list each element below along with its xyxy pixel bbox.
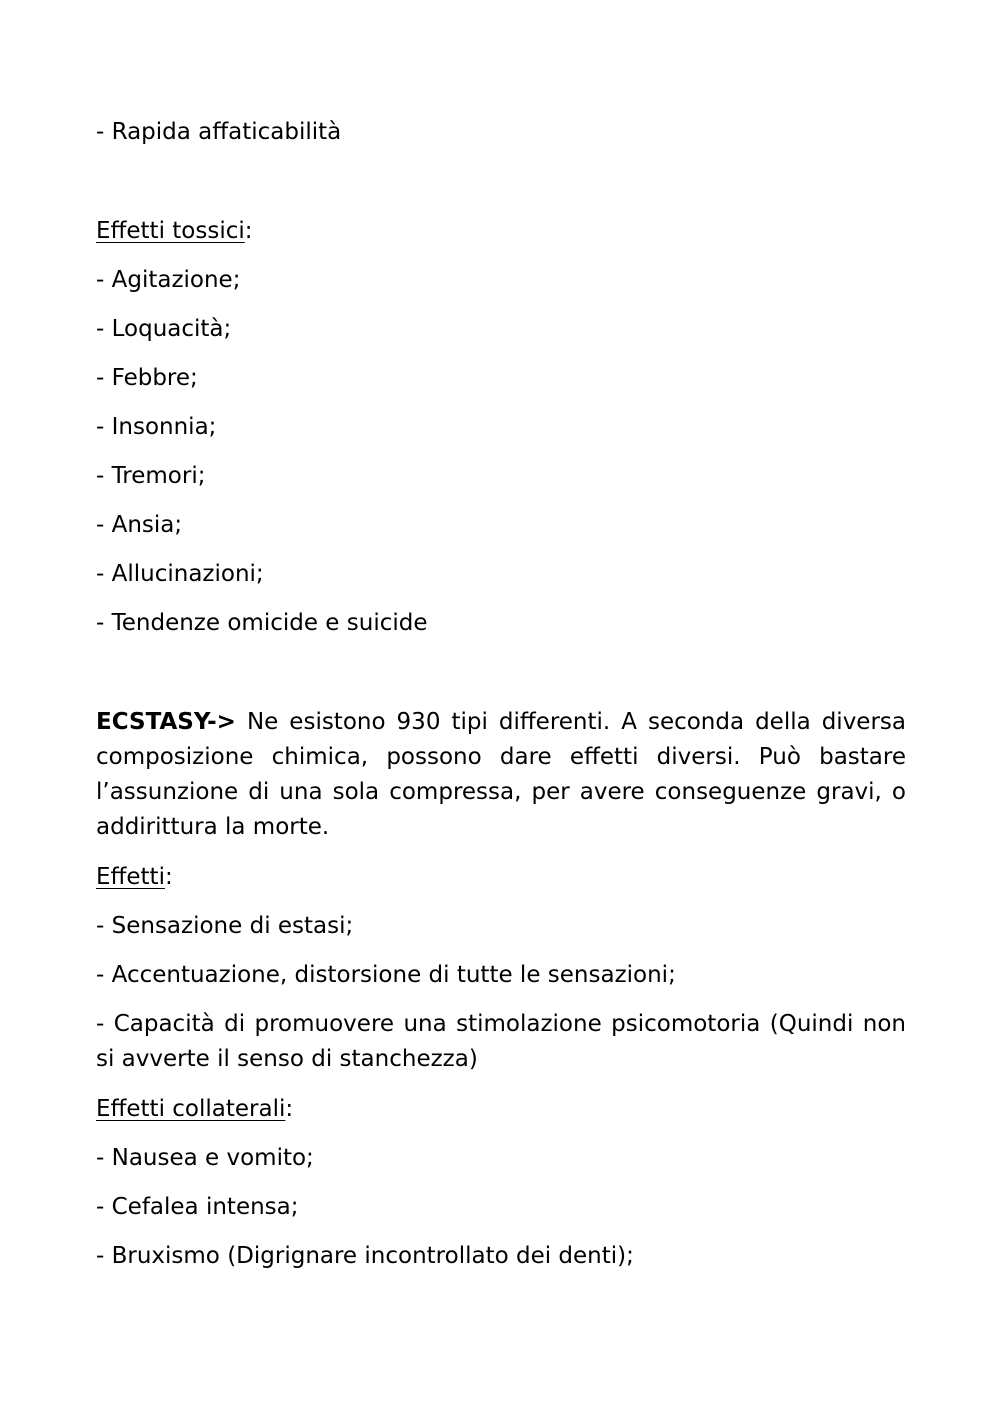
list-item: - Cefalea intensa; [96, 1194, 299, 1220]
toxic-effects-heading-text: Effetti tossici [96, 218, 245, 244]
list-item-long: - Capacità di promuovere una stimolazione psicomotoria (Quindi non si avverte il senso di stanchezza) [96, 1011, 906, 1072]
list-item: - Agitazione; [96, 267, 241, 293]
ecstasy-description: Ne esistono 930 tipi differenti. A seconda della diversa composizione chimica, possono dare effetti diversi. Può bastare l’assunzione di una sola compressa, per avere conseguenze gravi, o addirittura la morte. [96, 709, 906, 840]
list-item: - Accentuazione, distorsione di tutte le sensazioni; [96, 962, 676, 988]
side-effects-heading-text: Effetti collaterali [96, 1096, 286, 1122]
heading-colon: : [164, 864, 173, 890]
effects-heading-text: Effetti [96, 864, 165, 890]
list-item: - Tendenze omicide e suicide [96, 610, 428, 636]
list-item: - Nausea e vomito; [96, 1145, 314, 1171]
list-item: - Allucinazioni; [96, 561, 264, 587]
list-item: - Ansia; [96, 512, 183, 538]
list-item: - Tremori; [96, 463, 206, 489]
side-effects-heading [96, 1092, 293, 1127]
list-item: - Rapida affaticabilità [96, 119, 342, 145]
list-item: - Loquacità; [96, 316, 232, 342]
ecstasy-term: ECSTASY-> [96, 709, 236, 735]
list-item: - Bruxismo (Digrignare incontrollato dei denti); [96, 1243, 634, 1269]
document-page [96, 0, 906, 1414]
heading-colon: : [244, 218, 253, 244]
list-item: - Insonnia; [96, 414, 217, 440]
toxic-effects-heading [96, 214, 253, 249]
heading-colon: : [285, 1096, 294, 1122]
ecstasy-paragraph [96, 705, 906, 845]
effects-heading [96, 860, 173, 895]
list-item: - Febbre; [96, 365, 198, 391]
list-item: - Sensazione di estasi; [96, 913, 354, 939]
